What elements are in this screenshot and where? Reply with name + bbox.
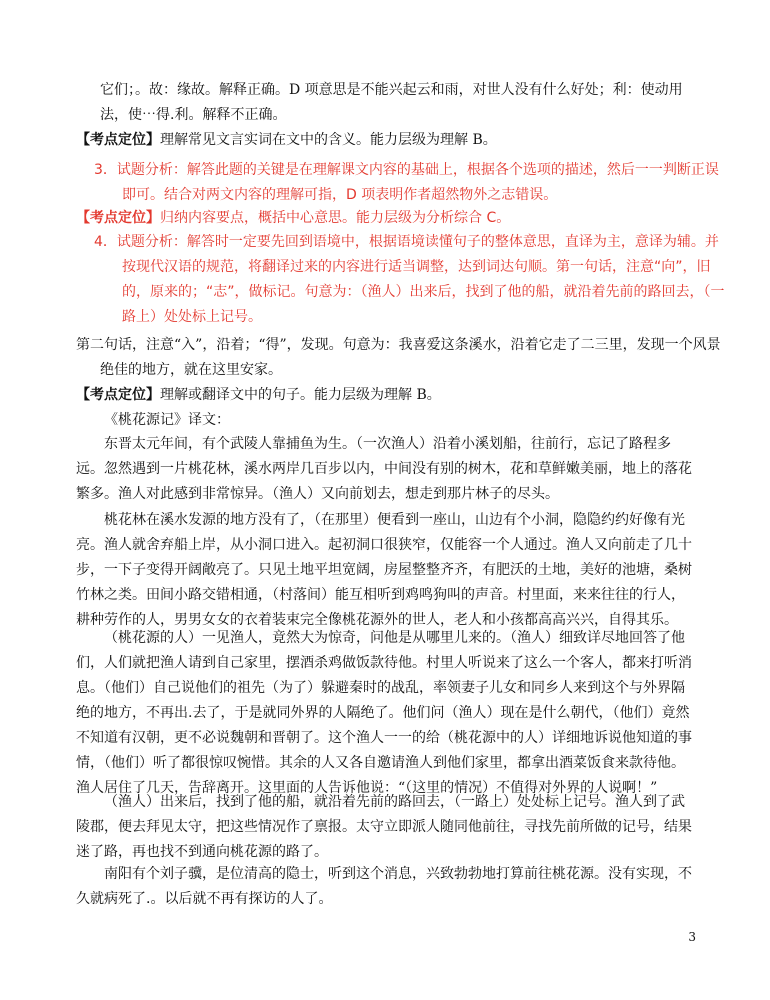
question-3-analysis: 3．试题分析：解答此题的关键是在理解课文内容的基础上，根据各个选项的描述，然后一一判断正误即可。结合对两文内容的理解可指，D 项表明作者超然物外之志错误。 (94, 162, 719, 203)
exam-point-text: 理解或翻译文中的句子。能力层级为理解 B。 (160, 387, 441, 403)
exam-point-tag: 【考点定位】 (76, 210, 160, 226)
translation-paragraph-1: 东晋太元年间，有个武陵人靠捕鱼为生。（一次渔人）沿着小溪划船，往前行，忘记了路程多远。忽然遇到一片桃花林，溪水两岸几百步以内，中间没有别的树木，花和草鲜嫩美丽，地上的落花繁多。渔人对此感到非常惊异。（渔人）又向前划去，想走到那片林子的尽头。 (76, 436, 692, 502)
translation-paragraph-3: （桃花源的人）一见渔人，竟然大为惊奇，问他是从哪里儿来的。（渔人）细致详尽地回答了他们，人们就把渔人请到自己家里，摆酒杀鸡做饭款待他。村里人听说来了这么一个客人，都来打听消息。（他们）自己说他们的祖先（为了）躲避秦时的战乱，率领妻子儿女和同乡人来到这个与外界隔绝的地方，不再出.去了，于是就同外界的人隔绝了。他们问（渔人）现在是什么朝代，（他们）竟然不知道有汉朝，更不必说魏朝和晋朝了。这个渔人一一的给（桃花源中的人）详细地诉说他知道的事情，（他们）听了都很惊叹惋惜。其余的人又各自邀请渔人到他们家里，都拿出酒菜饭食来款待他。渔人居住了几天，告辞离开。这里面的人告诉他说：“（这里的情况）不值得对外界的人说啊！” (76, 630, 692, 796)
exam-point-text: 归纳内容要点，概括中心意思。能力层级为分析综合 C。 (160, 210, 511, 226)
translation-title: 《桃花源记》译文： (104, 412, 230, 428)
translation-paragraph-4: （渔人）出来后，找到了他的船，就沿着先前的路回去，（一路上）处处标上记号。渔人到了武陵郡，便去拜见太守，把这些情况作了禀报。太守立即派人随同他前往，寻找先前所做的记号，结果迷了路，再也找不到通向桃花源的路了。 (76, 794, 692, 860)
translation-paragraph-5: 南阳有个刘子骥，是位清高的隐士，听到这个消息，兴致勃勃地打算前往桃花源。没有实现，不久就病死了.。以后就不再有探访的人了。 (76, 866, 692, 907)
answer-continuation: 它们；。故：缘故。解释正确。D 项意思是不能兴起云和雨，对世人没有什么好处；利：使动用法，使⋯得.利。解释不正确。 (100, 82, 683, 123)
second-sentence-analysis: 第二句话，注意“入”，沿着；“得”，发现。句意为：我喜爱这条溪水，沿着它走了二三里，发现一个风景绝佳的地方，就在这里安家。 (76, 337, 721, 378)
exam-point-3 (76, 383, 698, 408)
exam-point-tag: 【考点定位】 (76, 132, 160, 148)
page-number: 3 (688, 930, 696, 944)
question-4-analysis: 4．试题分析：解答时一定要先回到语境中，根据语境读懂句子的整体意思，直译为主，意译为辅。并按现代汉语的规范，将翻译过来的内容进行适当调整，达到词达句顺。第一句话，注意“向”，旧的，原来的；“志”，做标记。句意为：（渔人）出来后，找到了他的船，就沿着先前的路回去，（一路上）处处标上记号。 (94, 234, 725, 325)
exam-point-2 (76, 206, 698, 231)
exam-point-text: 理解常见文言实词在文中的含义。能力层级为理解 B。 (160, 132, 497, 148)
translation-paragraph-2: 桃花林在溪水发源的地方没有了，（在那里）便看到一座山，山边有个小洞，隐隐约约好像有光亮。渔人就舍弃船上岸，从小洞口进入。起初洞口很狭窄，仅能容一个人通过。渔人又向前走了几十步，一下子变得开阔敞亮了。只见土地平坦宽阔，房屋整整齐齐，有肥沃的土地，美好的池塘，桑树竹林之类。田间小路交错相通，（村落间）能互相听到鸡鸣狗叫的声音。村里面，来来往往的行人，耕种劳作的人，男男女女的衣着装束完全像桃花源外的世人，老人和小孩都高高兴兴，自得其乐。 (76, 512, 692, 628)
exam-point-1 (76, 128, 698, 153)
exam-point-tag: 【考点定位】 (76, 387, 160, 403)
